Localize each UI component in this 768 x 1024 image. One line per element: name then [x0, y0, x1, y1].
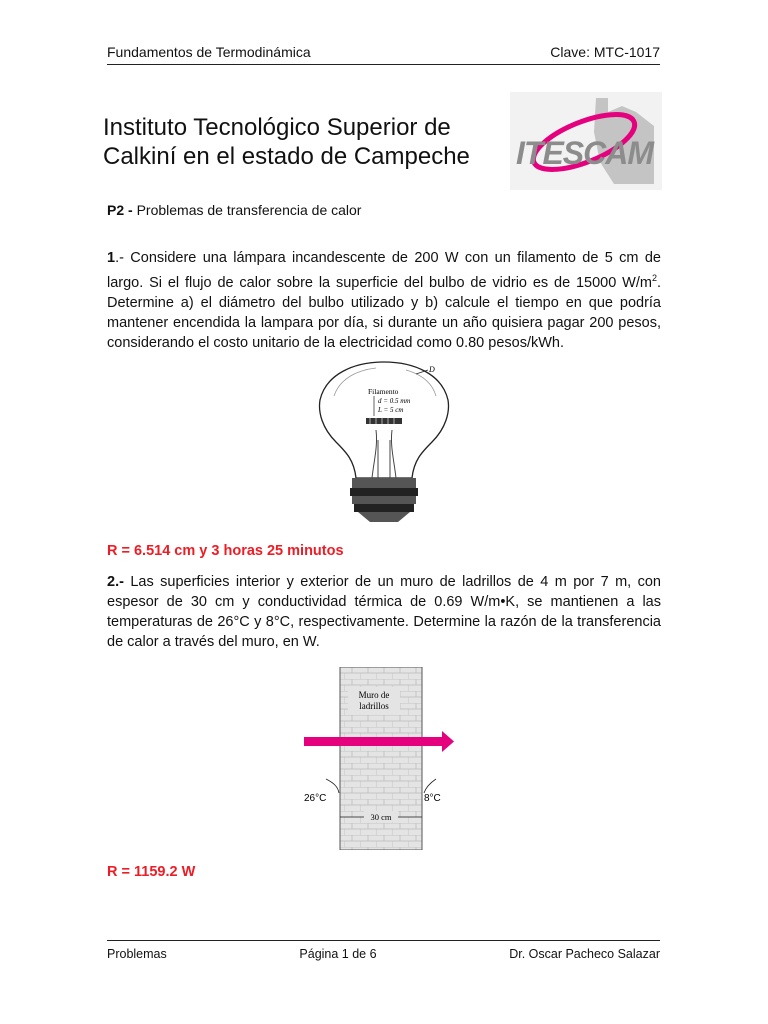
page-header	[107, 44, 660, 65]
bulb-label-d: D	[429, 365, 435, 374]
problem-1-text-b: . Determine a) el diámetro del bulbo utilizado y b) calcule el tiempo en que podría mantener encendida la lampara por día, si durante un año quisiera pagar 200 pesos, considerando el costo unitario de la electricidad como 0.80 pesos/kWh.	[107, 274, 661, 351]
problem-1-superscript: 2	[651, 273, 657, 283]
problem-set-code: P2 -	[107, 202, 133, 218]
page-footer	[107, 947, 660, 961]
header-code: Clave: MTC-1017	[550, 44, 660, 60]
answer-2: R = 1159.2 W	[107, 864, 196, 880]
institute-title-line1: Instituto Tecnológico Superior de	[103, 114, 451, 141]
temp-right-label: 8°C	[424, 793, 441, 804]
wall-label-line2: ladrillos	[359, 701, 389, 711]
filament-label: Filamento	[368, 387, 399, 396]
heat-flow-arrow-shaft	[304, 737, 444, 746]
filament-diameter-label: d = 0.5 mm	[378, 397, 411, 405]
problem-2-number: 2.-	[107, 574, 124, 590]
wall-thickness-label: 30 cm	[370, 812, 392, 822]
heat-flow-arrow-icon	[442, 731, 454, 752]
header-course: Fundamentos de Termodinámica	[107, 44, 311, 60]
wall-label-line1: Muro de	[358, 690, 390, 700]
answer-1: R = 6.514 cm y 3 horas 25 minutos	[107, 543, 344, 559]
institute-title	[103, 113, 470, 171]
problem-set-title	[107, 202, 361, 218]
itescam-logo	[510, 92, 662, 190]
problem-1-text-a: .- Considere una lámpara incandescente de 200 W con un filamento de 5 cm de largo. Si el flujo de calor sobre la superficie del bulbo de vidrio es de 15000 W/m	[107, 250, 661, 291]
problem-1-text	[107, 248, 661, 353]
svg-text:ITESCAM: ITESCAM	[516, 135, 653, 171]
problem-set-name: Problemas de transferencia de calor	[132, 202, 362, 218]
filament-length-label: L = 5 cm	[378, 406, 404, 414]
footer-section: Problemas	[107, 947, 167, 961]
footer-author: Dr. Oscar Pacheco Salazar	[509, 947, 660, 961]
problem-2-body: Las superficies interior y exterior de un muro de ladrillos de 4 m por 7 m, con espesor de 30 cm y conductividad térmica de 0.69 W/m•K, se mantienen a las temperaturas de 26°C y 8°C, respectivamente. Determine la razón de la transferencia de calor a través del muro, en W.	[107, 574, 661, 650]
institute-title-line2: Calkiní en el estado de Campeche	[103, 143, 470, 170]
brick-wall-figure	[296, 667, 472, 850]
footer-page-number: Página 1 de 6	[299, 947, 377, 961]
problem-1-number: 1	[107, 250, 116, 266]
footer-divider	[107, 940, 660, 941]
problem-2-text	[107, 572, 661, 652]
lightbulb-figure	[316, 360, 456, 524]
temp-left-label: 26°C	[304, 793, 327, 804]
